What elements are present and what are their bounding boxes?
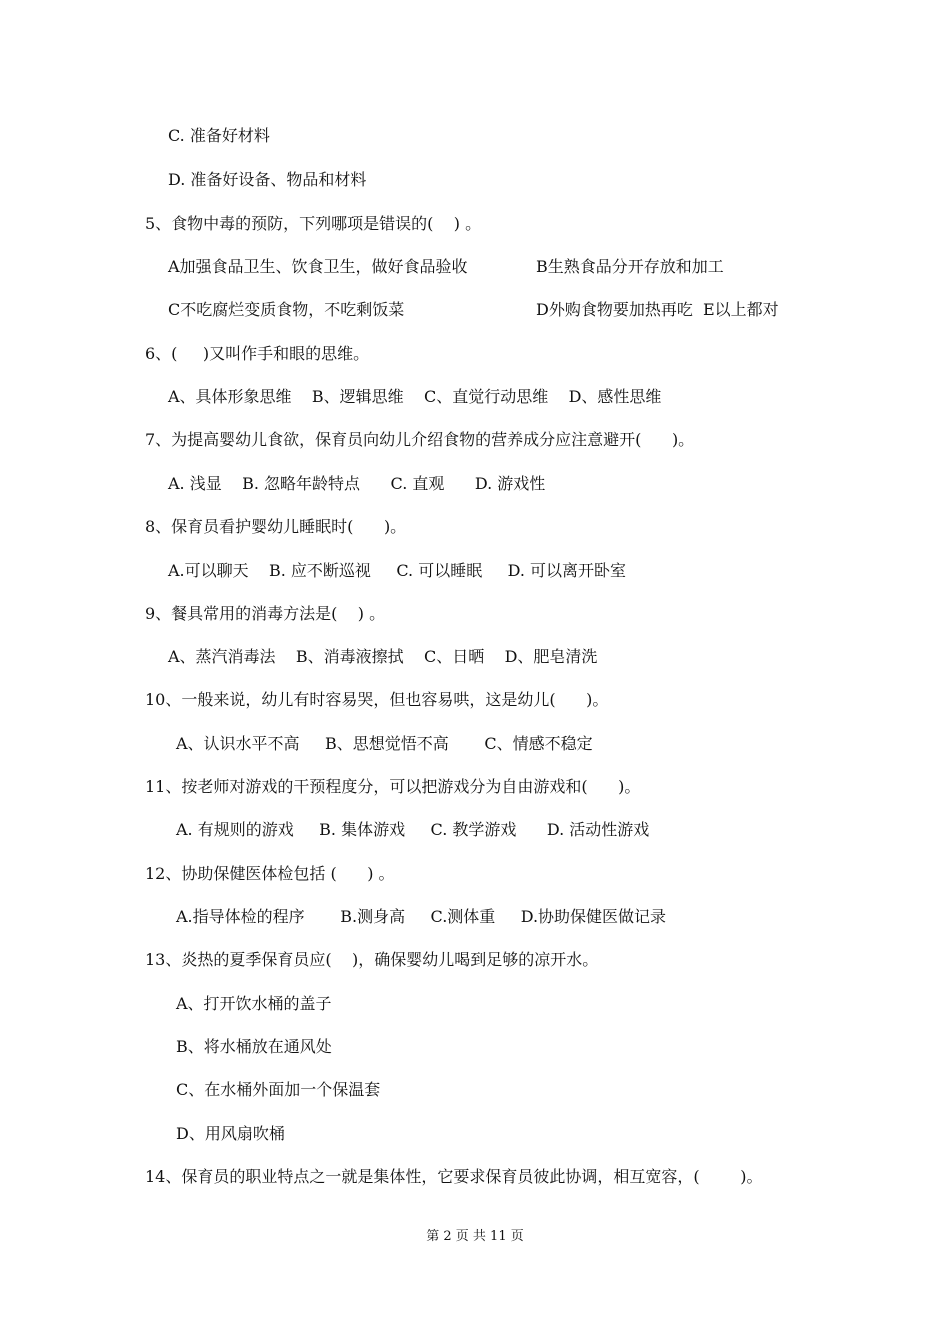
question-11-options: A. 有规则的游戏 B. 集体游戏 C. 教学游戏 D. 活动性游戏 <box>176 820 650 839</box>
option-c-prev-question: C. 准备好材料 <box>168 126 270 145</box>
question-9-options: A、蒸汽消毒法 B、消毒液擦拭 C、日晒 D、肥皂清洗 <box>168 647 598 666</box>
question-5-option-b: B生熟食品分开存放和加工 <box>536 257 724 276</box>
page-number-footer: 第 2 页 共 11 页 <box>426 1229 524 1244</box>
question-10: 10、一般来说，幼儿有时容易哭，但也容易哄，这是幼儿( )。 <box>145 690 609 709</box>
question-5-option-d: D外购食物要加热再吃 E以上都对 <box>536 300 779 319</box>
question-5: 5、食物中毒的预防，下列哪项是错误的( ) 。 <box>145 214 482 233</box>
question-13-option-b: B、将水桶放在通风处 <box>176 1037 332 1056</box>
question-14: 14、保育员的职业特点之一就是集体性，它要求保育员彼此协调，相互宽容，( )。 <box>145 1167 763 1186</box>
question-7-options: A. 浅显 B. 忽略年龄特点 C. 直观 D. 游戏性 <box>168 474 546 493</box>
question-5-option-c: C不吃腐烂变质食物，不吃剩饭菜 <box>168 300 405 319</box>
question-6: 6、( )又叫作手和眼的思维。 <box>145 344 370 363</box>
question-12: 12、协助保健医体检包括 ( ) 。 <box>145 864 395 883</box>
question-6-options: A、具体形象思维 B、逻辑思维 C、直觉行动思维 D、感性思维 <box>168 387 662 406</box>
question-10-options: A、认识水平不高 B、思想觉悟不高 C、情感不稳定 <box>176 734 593 753</box>
question-13-option-c: C、在水桶外面加一个保温套 <box>176 1080 381 1099</box>
question-8-options: A.可以聊天 B. 应不断巡视 C. 可以睡眠 D. 可以离开卧室 <box>168 561 627 580</box>
question-12-options: A.指导体检的程序 B.测身高 C.测体重 D.协助保健医做记录 <box>176 907 667 926</box>
question-5-option-a: A加强食品卫生、饮食卫生，做好食品验收 <box>168 257 468 276</box>
question-9: 9、餐具常用的消毒方法是( ) 。 <box>145 604 386 623</box>
question-7: 7、为提高婴幼儿食欲，保育员向幼儿介绍食物的营养成分应注意避开( )。 <box>145 430 695 449</box>
option-d-prev-question: D. 准备好设备、物品和材料 <box>168 170 367 189</box>
question-13: 13、炎热的夏季保育员应( )，确保婴幼儿喝到足够的凉开水。 <box>145 950 599 969</box>
question-13-option-d: D、用风扇吹桶 <box>176 1124 285 1143</box>
question-8: 8、保育员看护婴幼儿睡眠时( )。 <box>145 517 407 536</box>
question-13-option-a: A、打开饮水桶的盖子 <box>176 994 332 1013</box>
question-11: 11、按老师对游戏的干预程度分，可以把游戏分为自由游戏和( )。 <box>145 777 641 796</box>
